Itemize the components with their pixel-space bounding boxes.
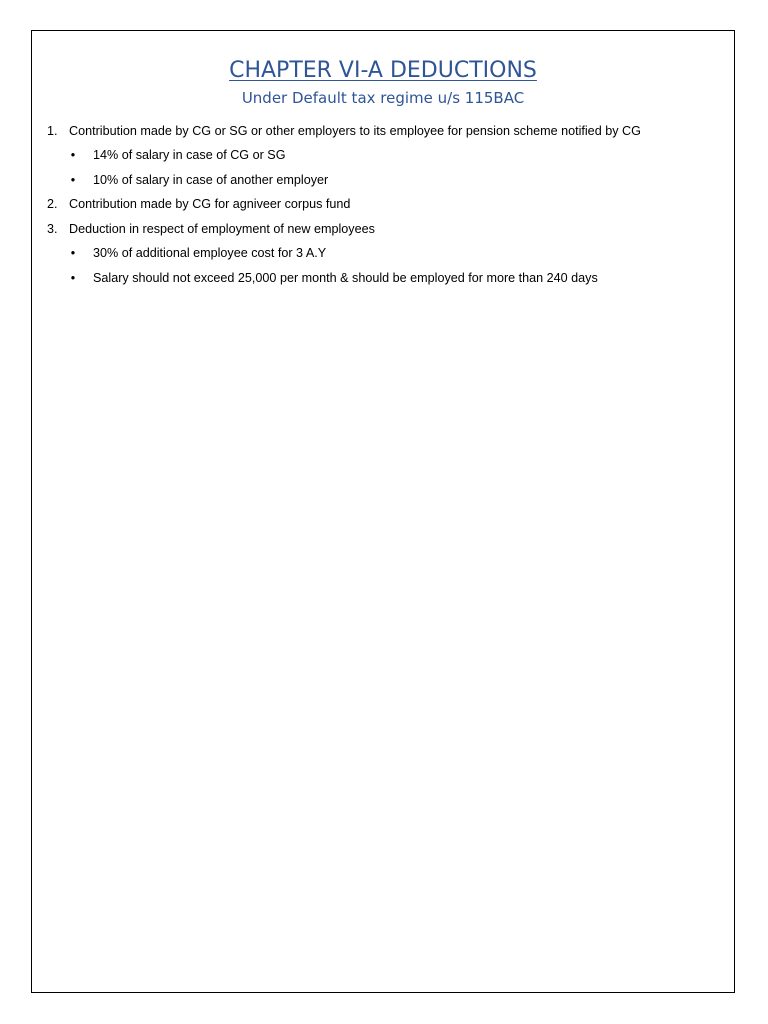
document-page <box>31 30 735 993</box>
bullet-item-text: 30% of additional employee cost for 3 A.Y <box>93 246 327 260</box>
bullet-icon: • <box>70 246 76 260</box>
bullet-item-text: 14% of salary in case of CG or SG <box>93 148 286 162</box>
bullet-item-text: 10% of salary in case of another employer <box>93 173 329 187</box>
bullet-icon: • <box>70 173 76 187</box>
list-item-text: Deduction in respect of employment of new employees <box>69 222 375 236</box>
list-item-number: 2. <box>47 197 58 211</box>
list-item-number: 3. <box>47 222 58 236</box>
bullet-icon: • <box>70 271 76 285</box>
list-item-text: Contribution made by CG for agniveer corpus fund <box>69 197 351 211</box>
document-title: CHAPTER VI-A DEDUCTIONS <box>229 58 537 83</box>
document-subtitle: Under Default tax regime u/s 115BAC <box>241 89 525 107</box>
bullet-icon: • <box>70 148 76 162</box>
list-item-number: 1. <box>47 124 58 138</box>
bullet-item-text: Salary should not exceed 25,000 per month & should be employed for more than 240 days <box>93 271 598 285</box>
list-item-text: Contribution made by CG or SG or other employers to its employee for pension scheme notified by CG <box>69 124 641 138</box>
